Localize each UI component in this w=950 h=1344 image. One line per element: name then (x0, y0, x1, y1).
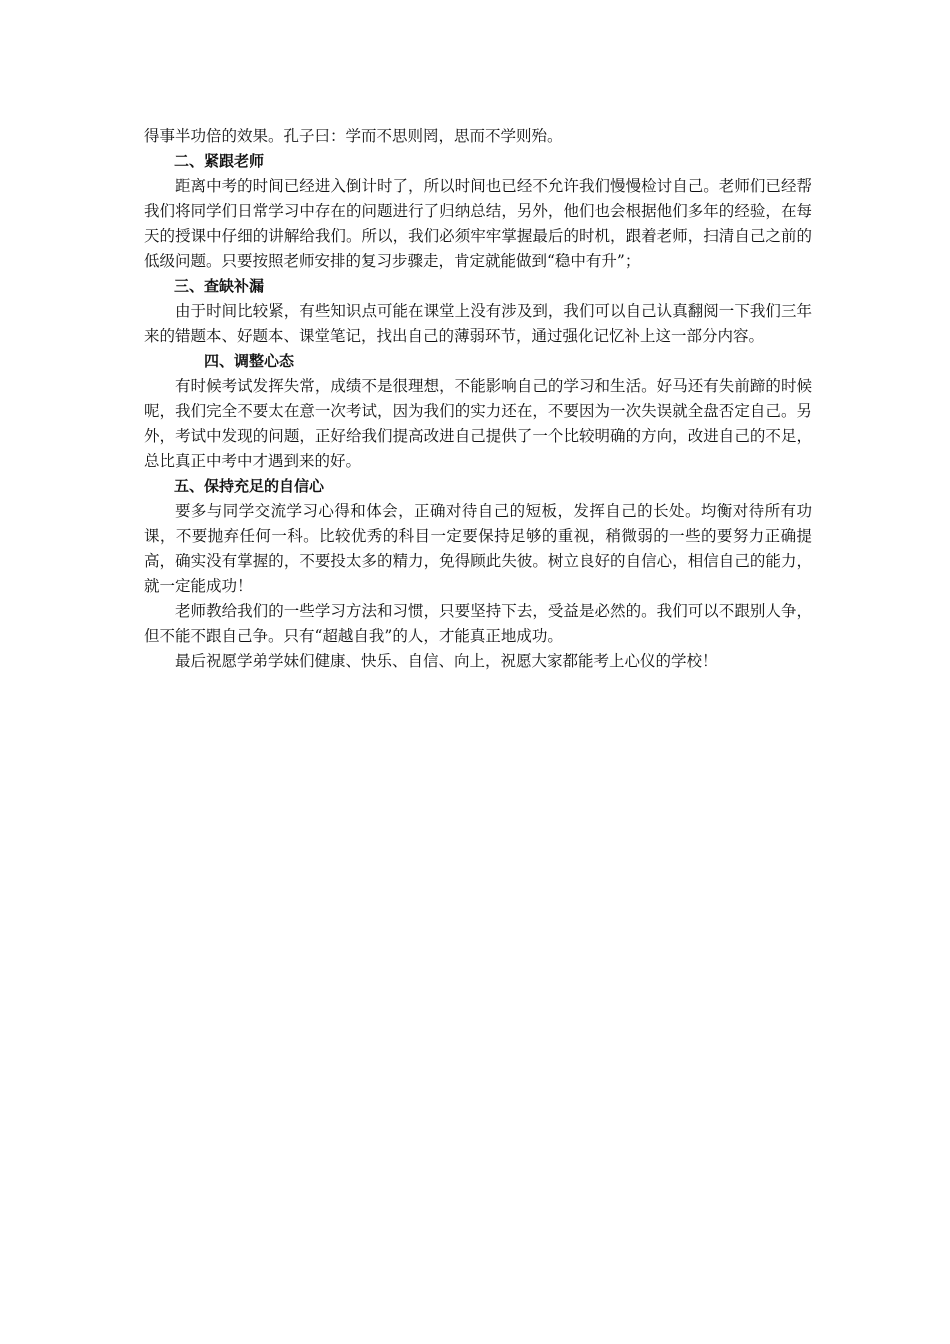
section-paragraph: 老师教给我们的一些学习方法和习惯，只要坚持下去，受益是必然的。我们可以不跟别人争，但不能不跟自己争。只有“超越自我”的人，才能真正地成功。 (144, 602, 812, 645)
intro-paragraph: 得事半功倍的效果。孔子曰：学而不思则罔，思而不学则殆。 (144, 127, 563, 145)
section-heading-follow-teacher: 二、紧跟老师 (174, 152, 265, 170)
closing-paragraph: 最后祝愿学弟学妹们健康、快乐、自信、向上，祝愿大家都能考上心仪的学校！ (175, 652, 718, 670)
section-paragraph: 有时候考试发挥失常，成绩不是很理想，不能影响自己的学习和生活。好马还有失前蹄的时候呢，我们完全不要太在意一次考试，因为我们的实力还在，不要因为一次失误就全盘否定自己。另外，考试中发现的问题，正好给我们提高改进自己提供了一个比较明确的方向，改进自己的不足，总比真正中考中才遇到来的好。 (144, 377, 812, 470)
section-paragraph: 要多与同学交流学习心得和体会，正确对待自己的短板，发挥自己的长处。均衡对待所有功课，不要抛弃任何一科。比较优秀的科目一定要保持足够的重视，稍微弱的一些的要努力正确提高，确实没有掌握的，不要投太多的精力，免得顾此失彼。树立良好的自信心，相信自己的能力，就一定能成功！ (144, 502, 812, 595)
document-page (144, 124, 812, 674)
section-heading-confidence: 五、保持充足的自信心 (174, 477, 325, 495)
section-paragraph: 距离中考的时间已经进入倒计时了，所以时间也已经不允许我们慢慢检讨自己。老师们已经帮我们将同学们日常学习中存在的问题进行了归纳总结，另外，他们也会根据他们多年的经验，在每天的授课中仔细的讲解给我们。所以，我们必须牢牢掌握最后的时机，跟着老师，扫清自己之前的低级问题。只要按照老师安排的复习步骤走，肯定就能做到“稳中有升”； (144, 177, 812, 270)
section-heading-adjust-mindset: 四、调整心态 (204, 352, 295, 370)
section-heading-fill-gaps: 三、查缺补漏 (174, 277, 265, 295)
section-paragraph: 由于时间比较紧，有些知识点可能在课堂上没有涉及到，我们可以自己认真翻阅一下我们三年来的错题本、好题本、课堂笔记，找出自己的薄弱环节，通过强化记忆补上这一部分内容。 (144, 302, 812, 345)
